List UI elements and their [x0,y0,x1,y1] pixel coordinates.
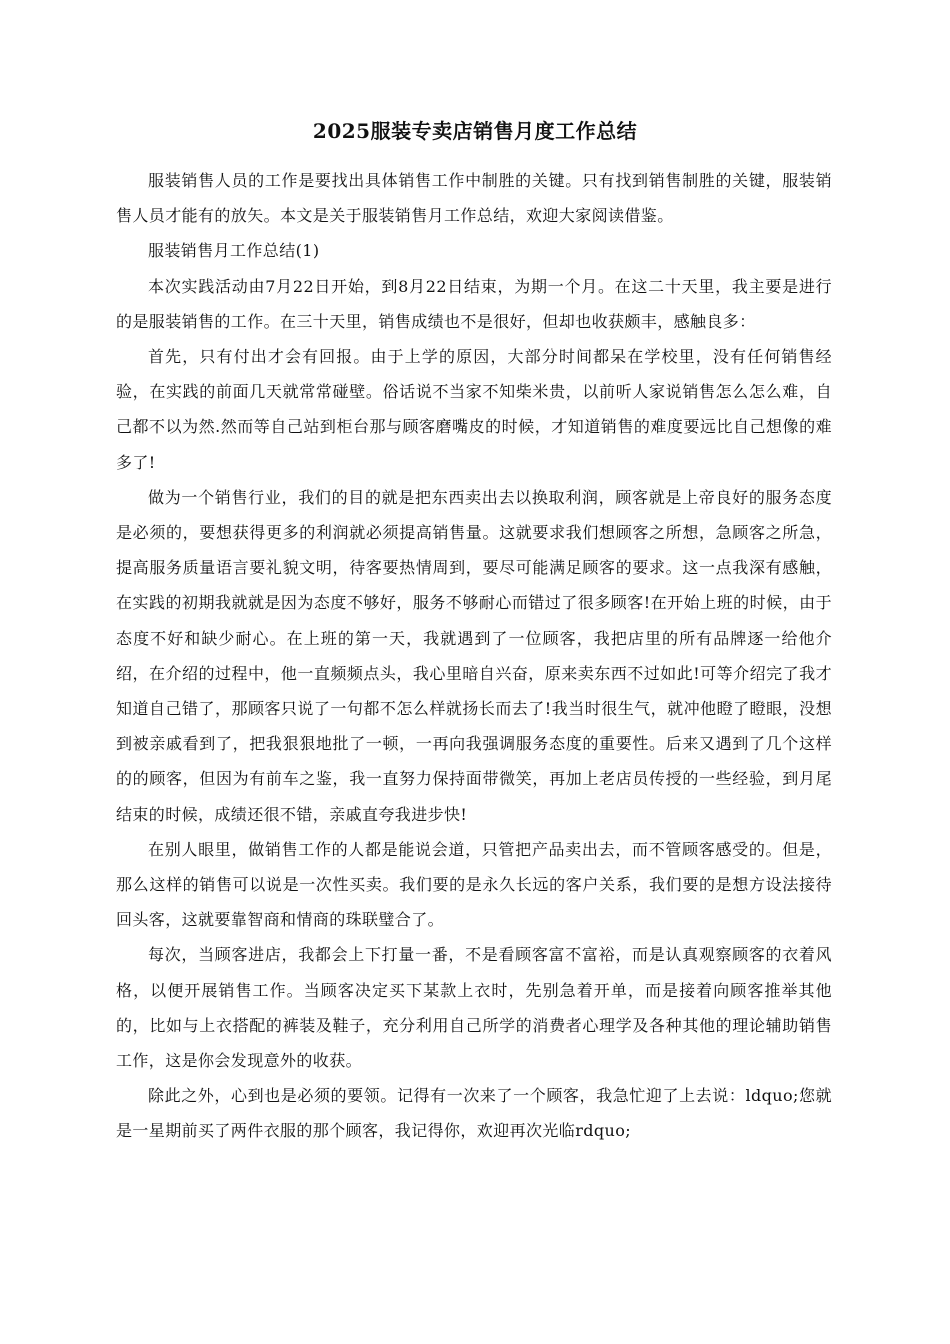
paragraph: 首先，只有付出才会有回报。由于上学的原因，大部分时间都呆在学校里，没有任何销售经验，在实践的前面几天就常常碰壁。俗话说不当家不知柴米贵，以前听人家说销售怎么怎么难，自己都不以为然.然而等自己站到柜台那与顾客磨嘴皮的时候，才知道销售的难度要远比自己想像的难多了! [116,347,832,472]
paragraph: 做为一个销售行业，我们的目的就是把东西卖出去以换取利润，顾客就是上帝良好的服务态度是必须的，要想获得更多的利润就必须提高销售量。这就要求我们想顾客之所想，急顾客之所急，提高服务质量语言要礼貌文明，待客要热情周到，要尽可能满足顾客的要求。这一点我深有感触，在实践的初期我就就是因为态度不够好，服务不够耐心而错过了很多顾客!在开始上班的时候，由于态度不好和缺少耐心。在上班的第一天，我就遇到了一位顾客，我把店里的所有品牌逐一给他介绍，在介绍的过程中，他一直频频点头，我心里暗自兴奋，原来卖东西不过如此!可等介绍完了我才知道自己错了，那顾客只说了一句都不怎么样就扬长而去了!我当时很生气，就冲他瞪了瞪眼，没想到被亲戚看到了，把我狠狠地批了一顿，一再向我强调服务态度的重要性。后来又遇到了几个这样的的顾客，但因为有前车之鉴，我一直努力保持面带微笑，再加上老店员传授的一些经验，到月尾结束的时候，成绩还很不错，亲戚直夸我进步快! [116,487,832,824]
section-heading: 服装销售月工作总结(1) [148,241,320,261]
paragraph: 每次，当顾客进店，我都会上下打量一番，不是看顾客富不富裕，而是认真观察顾客的衣着风格，以便开展销售工作。当顾客决定买下某款上衣时，先别急着开单，而是接着向顾客推举其他的，比如与上衣搭配的裤装及鞋子，充分利用自己所学的消费者心理学及各种其他的理论辅助销售工作，这是你会发现意外的收获。 [116,945,832,1071]
paragraph: 除此之外，心到也是必须的要领。记得有一次来了一个顾客，我急忙迎了上去说：ldquo;您就是一星期前买了两件衣服的那个顾客，我记得你，欢迎再次光临rdquo; [116,1086,832,1141]
document-body [116,163,832,1149]
paragraph-intro: 服装销售人员的工作是要找出具体销售工作中制胜的关键。只有找到销售制胜的关键，服装销售人员才能有的放矢。本文是关于服装销售月工作总结，欢迎大家阅读借鉴。 [116,171,832,226]
paragraph: 在别人眼里，做销售工作的人都是能说会道，只管把产品卖出去，而不管顾客感受的。但是，那么这样的销售可以说是一次性买卖。我们要的是永久长远的客户关系，我们要的是想方设法接待回头客，这就要靠智商和情商的珠联璧合了。 [116,839,832,930]
paragraph: 本次实践活动由7月22日开始，到8月22日结束，为期一个月。在这二十天里，我主要是进行的是服装销售的工作。在三十天里，销售成绩也不是很好，但却也收获颇丰，感触良多： [116,276,832,331]
document-title: 2025服装专卖店销售月度工作总结 [312,119,638,143]
